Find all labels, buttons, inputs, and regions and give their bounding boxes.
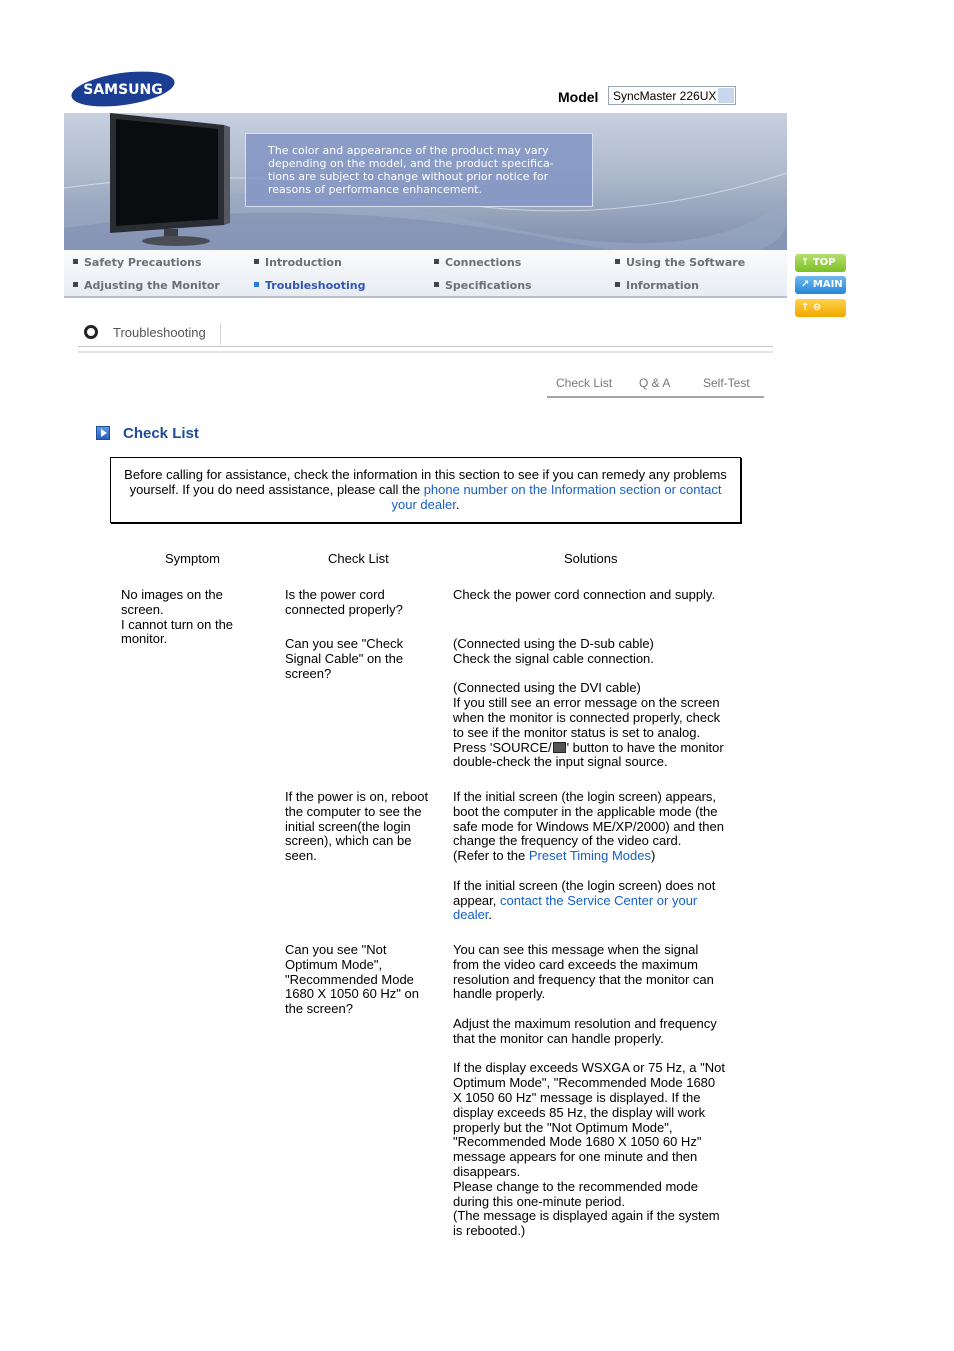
solution-text: Press 'SOURCE/	[453, 739, 552, 755]
dealer-link[interactable]: dealer	[453, 907, 489, 923]
notice-box	[245, 133, 593, 207]
back-button[interactable]	[795, 299, 846, 317]
monitor-image	[106, 113, 241, 248]
solution-line: safe mode for Windows ME/XP/2000) and then	[453, 818, 724, 834]
arrow-up-icon: ↑	[801, 257, 810, 268]
tab-check-list[interactable]: Check List	[556, 376, 613, 390]
divider	[220, 323, 221, 345]
notice-line: depending on the model, and the product specifica-	[268, 157, 554, 170]
solution-line	[453, 908, 743, 923]
dropdown-arrow-icon[interactable]	[718, 88, 734, 103]
main-button[interactable]	[795, 276, 846, 294]
tab-self-test[interactable]: Self-Test	[703, 376, 750, 390]
check-line: connected properly?	[285, 601, 403, 617]
banner	[64, 113, 787, 250]
check-cell-3	[285, 790, 445, 864]
solution-line: boot the computer in the applicable mode (the	[453, 803, 718, 819]
nav-specifications[interactable]: Specifications	[434, 279, 532, 292]
check-line: If the power is on, reboot	[285, 789, 429, 804]
solution-line: display exceeds 85 Hz, the display will work	[453, 1104, 706, 1120]
solution-line	[453, 894, 743, 909]
solution-line: disappears.	[453, 1163, 521, 1179]
top-button[interactable]	[795, 254, 846, 272]
subtab-rule	[547, 396, 764, 398]
check-line: the computer to see the	[285, 803, 422, 819]
arrow-up-icon: ↑	[801, 302, 810, 313]
solution-line: (Connected using the D-sub cable)	[453, 636, 654, 651]
check-line: Is the power cord	[285, 587, 385, 602]
solution-line: If the initial screen (the login screen) appears,	[453, 789, 717, 804]
solution-line: handle properly.	[453, 986, 546, 1002]
nav-information[interactable]: Information	[615, 279, 699, 292]
solution-line: (Connected using the DVI cable)	[453, 680, 641, 696]
solution-line: properly but the "Not Optimum Mode",	[453, 1119, 673, 1135]
solution-line: Check the signal cable connection.	[453, 650, 654, 666]
solution-line: "Recommended Mode 1680 X 1050 60 Hz"	[453, 1134, 702, 1150]
solution-line: to see if the monitor status is set to analog.	[453, 724, 701, 740]
logo-wordmark: SAMSUNG	[83, 82, 163, 98]
solution-line: Check the power cord connection and supply.	[453, 587, 716, 602]
solution-line: double-check the input signal source.	[453, 754, 668, 770]
solution-line: (The message is displayed again if the system	[453, 1208, 720, 1224]
check-line: 1680 X 1050 60 Hz" on	[285, 986, 419, 1002]
solution-text: .	[488, 907, 493, 923]
solution-cell-3	[453, 790, 743, 923]
solution-line: when the monitor is connected properly, check	[453, 709, 721, 725]
info-box	[110, 457, 741, 523]
solution-line: during this one-minute period.	[453, 1193, 625, 1209]
solution-text: (Refer to the	[453, 848, 529, 864]
check-line: the screen?	[285, 1001, 353, 1017]
symptom-line: monitor.	[121, 631, 168, 647]
notice-line: reasons of performance enhancement.	[268, 183, 482, 196]
disc-icon: ⊖	[812, 302, 822, 313]
notice-line: The color and appearance of the product may vary	[268, 144, 549, 157]
solution-line: X 1050 60 Hz" message is displayed. If the	[453, 1089, 701, 1105]
preset-timing-modes-link[interactable]: Preset Timing Modes	[528, 848, 651, 864]
solution-line: message appears for one minute and then	[453, 1149, 698, 1165]
symptom-line: screen.	[121, 601, 164, 617]
play-arrow-icon	[96, 426, 110, 440]
checklist-title: Check List	[123, 425, 199, 442]
solution-text: appear,	[453, 892, 500, 908]
check-line: Can you see "Not	[285, 942, 387, 957]
solution-line: If the display exceeds WSXGA or 75 Hz, a "Not	[453, 1060, 725, 1076]
solution-line: Optimum Mode", "Recommended Mode 1680	[453, 1075, 716, 1091]
arrow-icon: ↗	[801, 279, 810, 290]
source-button-icon	[553, 742, 566, 753]
section-circle-icon	[84, 325, 98, 339]
tab-q-and-a[interactable]: Q & A	[639, 376, 671, 390]
info-text-end: .	[455, 497, 460, 512]
solution-line: resolution and frequency that the monitor can	[453, 971, 714, 987]
symptom-cell	[121, 588, 271, 647]
header-symptom: Symptom	[165, 551, 220, 566]
solution-text: ' button to have the monitor	[566, 739, 724, 755]
check-cell-1	[285, 588, 445, 618]
symptom-line: I cannot turn on the	[121, 616, 234, 632]
solution-cell-4	[453, 943, 743, 1239]
section-rule	[78, 346, 773, 353]
symptom-line: No images on the	[121, 587, 223, 602]
solution-line: You can see this message when the signal	[453, 942, 699, 957]
solution-line: If the initial screen (the login screen) does not	[453, 877, 716, 893]
check-cell-4	[285, 943, 445, 1017]
solution-line	[453, 849, 743, 864]
solution-cell-1	[453, 588, 743, 603]
info-link[interactable]: phone number on the Information section or contact your dealer	[391, 482, 722, 512]
samsung-logo[interactable]	[70, 70, 176, 108]
notice-text	[268, 144, 588, 196]
check-cell-2	[285, 637, 445, 681]
check-line: initial screen(the login	[285, 818, 411, 834]
check-line: Signal Cable" on the	[285, 650, 404, 666]
solution-line: If you still see an error message on the screen	[453, 695, 720, 711]
solution-line: Adjust the maximum resolution and frequency	[453, 1015, 717, 1031]
solution-line	[453, 741, 743, 756]
check-line: seen.	[285, 848, 317, 864]
solution-line: Please change to the recommended mode	[453, 1178, 698, 1194]
check-line: screen?	[285, 665, 332, 681]
nav-safety-precautions[interactable]: Safety Precautions	[73, 256, 202, 269]
solution-cell-2	[453, 637, 743, 770]
solution-line: change the frequency of the video card.	[453, 833, 682, 849]
solution-line: that the monitor can handle properly.	[453, 1030, 664, 1046]
check-line: screen), which can be	[285, 833, 412, 849]
top-button-label: TOP	[812, 257, 836, 268]
model-value: SyncMaster 226UX	[613, 89, 717, 103]
service-center-link[interactable]: contact the Service Center or your	[500, 892, 698, 908]
nav-troubleshooting[interactable]: Troubleshooting	[254, 279, 365, 292]
solution-text: )	[650, 848, 656, 864]
solution-line: is rebooted.)	[453, 1223, 526, 1239]
nav-using-the-software[interactable]: Using the Software	[615, 256, 745, 269]
section-title: Troubleshooting	[113, 325, 206, 340]
check-line: Optimum Mode",	[285, 956, 383, 972]
model-select[interactable]	[608, 86, 736, 105]
main-button-label: MAIN	[812, 279, 843, 290]
header-check-list: Check List	[328, 551, 389, 566]
info-text: Before calling for assistance, check the information in this section to see if you can remedy any problems yourself. If you do need assistance, please call the	[124, 467, 727, 497]
model-label: Model	[558, 89, 599, 105]
solution-line: from the video card exceeds the maximum	[453, 956, 698, 972]
header-solutions: Solutions	[564, 551, 618, 566]
check-line: "Recommended Mode	[285, 971, 414, 987]
nav-connections[interactable]: Connections	[434, 256, 521, 269]
notice-line: tions are subject to change without prior notice for	[268, 170, 549, 183]
main-nav	[64, 250, 787, 298]
nav-introduction[interactable]: Introduction	[254, 256, 342, 269]
nav-adjusting-the-monitor[interactable]: Adjusting the Monitor	[73, 279, 220, 292]
check-line: Can you see "Check	[285, 636, 404, 651]
